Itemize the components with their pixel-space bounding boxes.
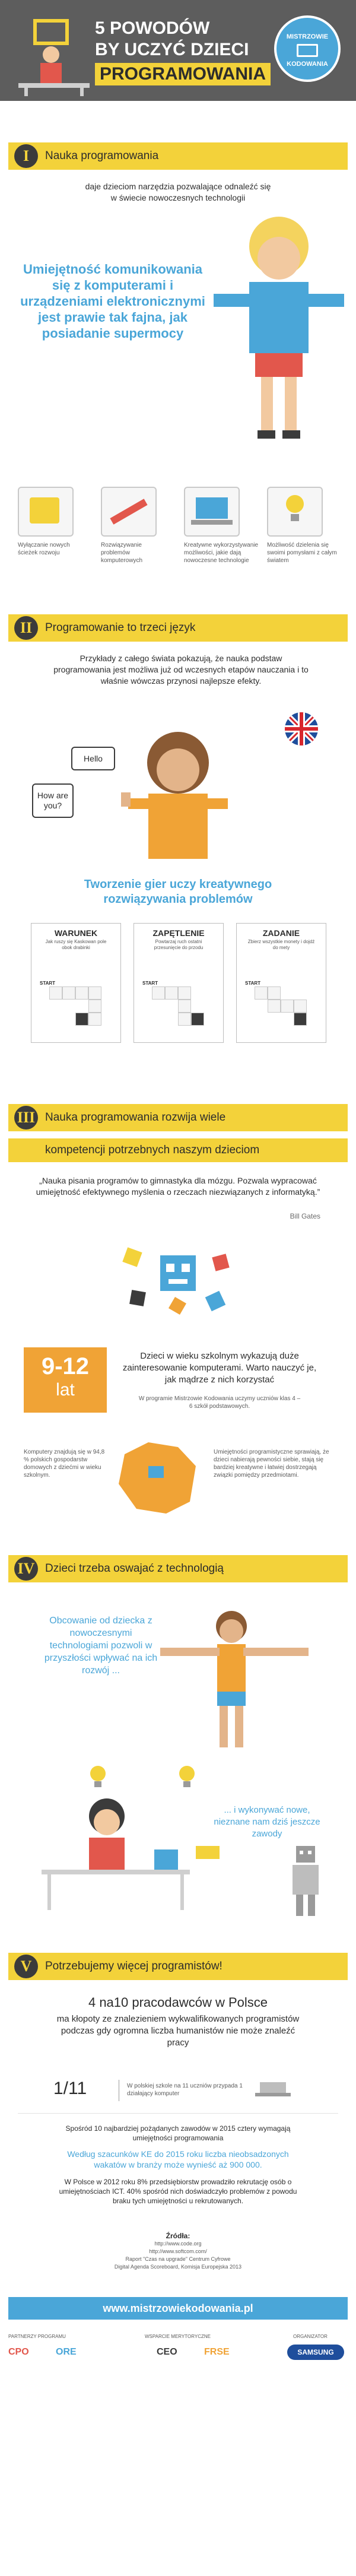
speech-bubble-how: How are you? <box>32 783 74 818</box>
section-2-header <box>8 614 348 642</box>
robot-illustration <box>119 1238 237 1321</box>
section-2-number: II <box>14 616 38 640</box>
item-card <box>267 487 338 564</box>
header-title <box>95 18 267 85</box>
badge-bottom-text: KODOWANIA <box>287 61 328 68</box>
section-2-intro: Przykłady z całego świata pokazują, że nauka podstaw programowania jest możliwa już od wczesnych etapów nauczania i to właśnie wówczas przynosi najlepsze efekty. <box>53 653 309 686</box>
laptop-icon <box>297 44 318 57</box>
program-badge <box>274 15 341 82</box>
paragraph-1: Spośród 10 najbardziej pożądanych zawodów w 2015 cztery wymagają umiejętności programowania <box>65 2124 291 2142</box>
footer-url-bar[interactable] <box>8 2297 348 2320</box>
age-unit: lat <box>56 1380 75 1400</box>
section-1-items <box>18 487 338 588</box>
title-line-1: 5 POWODÓW <box>95 18 210 38</box>
section-1-number: I <box>14 144 38 168</box>
item-card <box>18 487 89 557</box>
right-note: Umiejętności programistyczne sprawiają, że dzieci nabierają pewności siebie, stają się bardziej kreatywne i łatwiej dostrzegają związki pomiędzy przedmiotami. <box>214 1449 329 1479</box>
partner-logo: CPO <box>8 2347 29 2357</box>
stat-big: 4 na10 pracodawców w Polsce <box>88 1995 268 2010</box>
section-4-number: IV <box>14 1557 38 1581</box>
source-item[interactable]: http://www.code.org <box>154 2241 202 2247</box>
section-4-header <box>8 1555 348 1582</box>
card-title: ZAPĘTLENIE <box>152 928 205 938</box>
item-card <box>101 487 172 564</box>
section-4-title: Dzieci trzeba oswajać z technologią <box>45 1562 224 1575</box>
lightbulb-icon <box>178 1766 196 1790</box>
age-text: Dzieci w wieku szkolnym wykazują duże zainteresowanie komputerami. Warto nauczyć je, jak mądrze z nich korzystać <box>122 1351 317 1385</box>
girl-illustration-2 <box>119 727 237 870</box>
section-2-highlight: Tworzenie gier uczy kreatywnego rozwiązywania problemów <box>84 878 272 906</box>
ratio-value: 1/11 <box>53 2079 87 2098</box>
title-line-3: PROGRAMOWANIA <box>95 63 271 85</box>
badge-top-text: MISTRZOWIE <box>286 33 329 40</box>
ratio-box <box>53 2076 303 2104</box>
paragraph-3: W Polsce w 2012 roku 8% przedsiębiorstw prowadziło rekrutację osób o umiejętnościach ICT. 40% spośród nich doświadczyło problemów z powodu braku tych umiejętności u rekrutowanych. <box>59 2178 297 2205</box>
stat-text: ma kłopoty ze znalezieniem wykwalifikowanych programistów podczas gdy ogromna liczba humanistów nie może znaleźć pracy <box>56 2014 300 2048</box>
partners-label: PARTNERZY PROGRAMU <box>8 2334 66 2339</box>
card-title: ZADANIE <box>262 928 300 938</box>
card-warunek <box>31 923 121 1043</box>
girl-illustration <box>214 211 344 448</box>
ratio-text: W polskiej szkole na 11 uczniów przypada 1 działający komputer <box>127 2083 243 2097</box>
uk-flag-icon <box>285 712 318 745</box>
poland-map-icon <box>113 1436 202 1519</box>
item-card <box>184 487 261 564</box>
section-4-text-right: ... i wykonywać nowe, nieznane nam dziś jeszcze zawody <box>214 1805 320 1839</box>
partner-logo: ORE <box>56 2347 77 2357</box>
age-range: 9-12 <box>41 1353 90 1379</box>
source-item: Digital Agenda Scoreboard, Komisja Europejska 2013 <box>114 2264 242 2270</box>
footer-url[interactable]: www.mistrzowiekodowania.pl <box>103 2302 253 2314</box>
header-banner <box>0 0 356 101</box>
start-label: START <box>40 981 56 986</box>
section-3-number: III <box>14 1106 38 1130</box>
partner-logo: FRSE <box>204 2347 230 2357</box>
section-3-header <box>8 1104 348 1131</box>
item-label: Wyłączanie nowych ścieżek rozwoju <box>18 542 70 556</box>
left-note: Komputery znajdują się w 94,8 % polskich gospodarstw domowych z dziećmi w wieku szkolnym. <box>24 1449 105 1479</box>
section-1-highlight: Umiejętność komunikowania się z komputerami i urządzeniami elektronicznymi jest prawie tak fajna, jak posiadanie supermocy <box>20 262 205 341</box>
card-text: Powtarzaj ruch ostatni przesunięcie do przodu <box>154 939 204 950</box>
footer-partners <box>8 2333 348 2380</box>
laptop-icon <box>255 2081 291 2098</box>
title-line-2: BY UCZYĆ DZIECI <box>95 40 249 59</box>
section-2-title: Programowanie to trzeci język <box>45 621 196 634</box>
source-item[interactable]: http://www.softcom.com/ <box>149 2248 207 2254</box>
paragraph-2: Według szacunków KE do 2015 roku liczba nieobsadzonych wakatów w branży może wynieść aż 900 000. <box>67 2149 289 2169</box>
tools-icon <box>101 487 157 537</box>
section-1-header <box>8 142 348 170</box>
quote-text: „Nauka pisania programów to gimnastyka dla mózgu. Pozwala wypracować umiejętność efektywnego myślenia o rzeczach niezwiązanych z informatyką.” <box>36 1176 320 1197</box>
lightbulb-icon <box>267 487 323 537</box>
source-item: Raport "Czas na upgrade" Centrum Cyfrowe <box>125 2256 231 2262</box>
partner-logo: CEO <box>157 2347 177 2357</box>
lightbulb-icon <box>89 1766 107 1790</box>
robot-figure-icon <box>288 1846 323 1917</box>
card-zadanie <box>236 923 326 1043</box>
sources-label: Źródła: <box>166 2232 190 2240</box>
section-4-text-left: Obcowanie od dziecka z nowoczesnymi technologiami pozwoli w przyszłości wpływać na ich rozwój ... <box>44 1616 158 1676</box>
section-5-number: V <box>14 1955 38 1978</box>
header-illustration <box>15 13 93 96</box>
laptop-icon <box>184 487 240 537</box>
item-label: Możliwość dzielenia się swoimi pomysłami z całym światem <box>267 542 337 564</box>
card-text: Jak ruszy się Kaskowan pole obok drabinki <box>45 939 107 950</box>
age-note: W programie Mistrzowie Kodowania uczymy uczniów klas 4 – 6 szkół podstawowych. <box>138 1395 301 1410</box>
card-text: Zbierz wszystkie monety i dojdź do mety <box>247 939 315 950</box>
age-badge <box>24 1347 107 1413</box>
section-3-subtitle <box>8 1138 348 1162</box>
section-3-title-line2: kompetencji potrzebnych naszym dzieciom <box>45 1144 260 1156</box>
section-5-header <box>8 1953 348 1980</box>
speech-bubble-hello: Hello <box>71 747 115 770</box>
section-5-title: Potrzebujemy więcej programistów! <box>45 1960 223 1972</box>
start-label: START <box>142 981 158 986</box>
start-label: START <box>245 981 261 986</box>
section-3-title: Nauka programowania rozwija wiele <box>45 1111 226 1124</box>
boy-illustration <box>160 1603 314 1757</box>
puzzle-icon <box>18 487 74 537</box>
card-zapetlenie <box>134 923 224 1043</box>
organizer-label: ORGANIZATOR <box>293 2334 328 2339</box>
item-label: Kreatywne wykorzystywanie możliwości, jakie dają nowoczesne technologie <box>184 542 259 564</box>
samsung-logo: SAMSUNG <box>287 2345 344 2360</box>
quote-author: Bill Gates <box>290 1212 320 1220</box>
support-label: WSPARCIE MERYTORYCZNE <box>145 2334 211 2339</box>
kids-desk-illustration <box>36 1793 231 1911</box>
section-1-title: Nauka programowania <box>45 150 159 162</box>
sources <box>89 2232 267 2271</box>
section-1-intro: daje dzieciom narzędzia pozwalające odnaleźć się w świecie nowoczesnych technologii <box>85 182 271 202</box>
item-label: Rozwiązywanie problemów komputerowych <box>101 542 143 564</box>
card-title: WARUNEK <box>54 928 98 938</box>
